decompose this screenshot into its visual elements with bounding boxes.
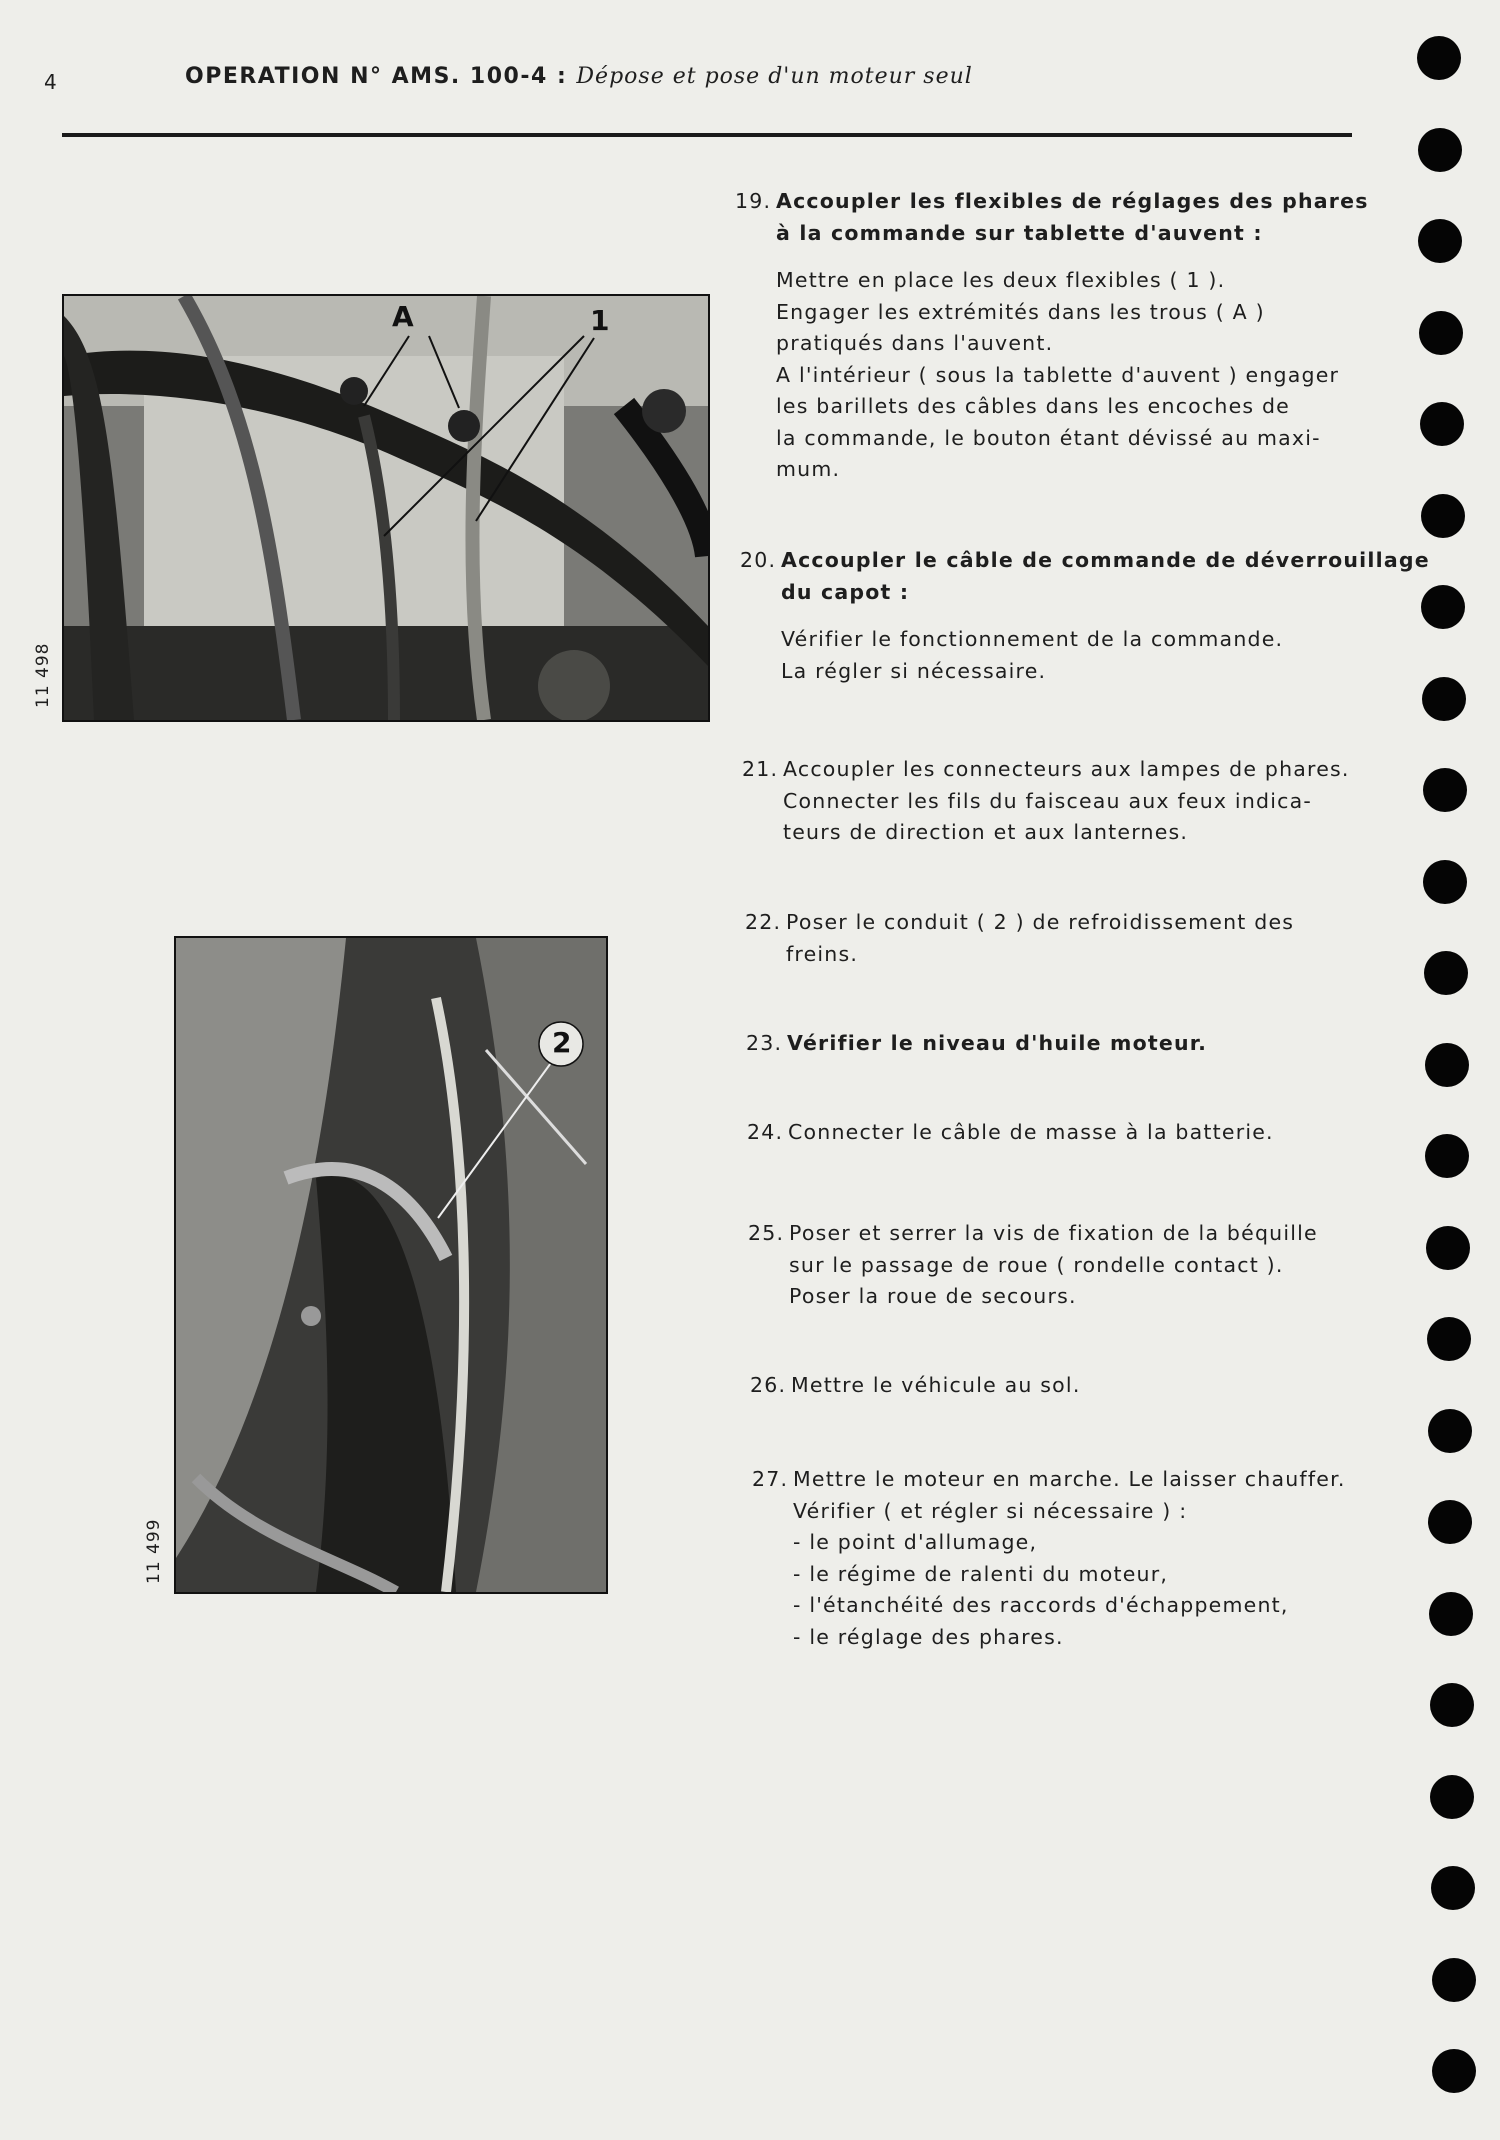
binder-hole — [1418, 128, 1462, 172]
step-text-line: Connecter les fils du faisceau aux feux indica- — [783, 788, 1312, 813]
binder-hole — [1421, 494, 1465, 538]
callout-A: A — [392, 300, 414, 333]
binder-hole — [1423, 768, 1467, 812]
callout-2: 2 — [552, 1026, 572, 1059]
operation-subtitle: Dépose et pose d'un moteur seul — [576, 64, 973, 89]
step-number: 25. — [748, 1221, 785, 1245]
binder-hole — [1425, 1043, 1469, 1087]
binder-hole — [1432, 1958, 1476, 2002]
step-23 — [746, 1028, 1207, 1060]
binder-hole — [1429, 1592, 1473, 1636]
step-number: 22. — [745, 910, 782, 934]
step-26 — [750, 1370, 1081, 1402]
binder-hole — [1424, 951, 1468, 995]
binder-hole — [1425, 1134, 1469, 1178]
step-heading-line: Vérifier le niveau d'huile moteur. — [787, 1031, 1208, 1055]
figure-number: 11 499 — [144, 1518, 164, 1584]
binder-hole — [1419, 311, 1463, 355]
step-22 — [745, 907, 1294, 970]
binder-hole — [1422, 677, 1466, 721]
page-number: 4 — [44, 70, 57, 94]
step-number: 26. — [750, 1373, 787, 1397]
step-text-line: Mettre le moteur en marche. Le laisser chauffer. — [793, 1467, 1346, 1491]
binder-hole — [1426, 1226, 1470, 1270]
step-text-line: freins. — [786, 941, 859, 966]
step-heading-line: du capot : — [781, 579, 910, 604]
step-text-line: les barillets des câbles dans les encoches de — [776, 394, 1290, 418]
step-text-line: - le point d'allumage, — [793, 1530, 1038, 1554]
binder-hole — [1418, 219, 1462, 263]
step-text-line: Mettre en place les deux flexibles ( 1 ). — [776, 268, 1226, 292]
step-text-line: Poser la roue de secours. — [789, 1284, 1077, 1308]
step-heading-line: Accoupler le câble de commande de déverrouillage — [781, 548, 1430, 572]
wheel-arch-photo-brake-duct — [174, 936, 608, 1594]
step-20 — [740, 545, 1430, 687]
step-text-line: la commande, le bouton étant dévissé au maxi- — [776, 425, 1321, 450]
operation-code: OPERATION N° AMS. 100-4 : — [185, 64, 568, 89]
step-number: 20. — [740, 548, 777, 572]
step-text-line: Poser le conduit ( 2 ) de refroidissement des — [786, 910, 1295, 934]
step-text-line: Vérifier le fonctionnement de la commande. — [781, 627, 1284, 651]
step-24 — [747, 1117, 1274, 1149]
binder-hole — [1431, 1866, 1475, 1910]
header-rule — [62, 133, 1352, 137]
step-number: 24. — [747, 1120, 784, 1144]
binder-hole — [1430, 1775, 1474, 1819]
step-text-line: - le réglage des phares. — [793, 1624, 1064, 1649]
step-heading-line: à la commande sur tablette d'auvent : — [776, 220, 1263, 245]
step-text-line: Poser et serrer la vis de fixation de la béquille — [789, 1221, 1318, 1245]
binder-hole — [1417, 36, 1461, 80]
binder-hole — [1428, 1409, 1472, 1453]
binder-holes — [1415, 0, 1475, 2140]
step-number: 23. — [746, 1031, 783, 1055]
engine-bay-photo-headlamp-cables — [62, 294, 710, 722]
step-text-line: Mettre le véhicule au sol. — [791, 1373, 1081, 1397]
step-text-line: Vérifier ( et régler si nécessaire ) : — [793, 1498, 1188, 1523]
binder-hole — [1427, 1317, 1471, 1361]
binder-hole — [1423, 860, 1467, 904]
figure-number: 11 498 — [33, 642, 53, 708]
step-21 — [742, 754, 1350, 849]
step-text-line: - l'étanchéité des raccords d'échappement, — [793, 1593, 1289, 1617]
binder-hole — [1430, 1683, 1474, 1727]
step-25 — [748, 1218, 1318, 1313]
step-text-line: Accoupler les connecteurs aux lampes de phares. — [783, 757, 1350, 781]
binder-hole — [1428, 1500, 1472, 1544]
step-text-line: mum. — [776, 457, 841, 481]
step-number: 27. — [752, 1467, 789, 1491]
header-title — [185, 64, 973, 89]
step-text-line: teurs de direction et aux lanternes. — [783, 820, 1189, 844]
step-text-line: sur le passage de roue ( rondelle contact ). — [789, 1252, 1284, 1277]
step-text-line: La régler si nécessaire. — [781, 658, 1047, 683]
step-text-line: Engager les extrémités dans les trous ( A ) — [776, 299, 1265, 324]
callout-1: 1 — [590, 304, 610, 337]
step-number: 21. — [742, 757, 779, 781]
step-19 — [735, 186, 1369, 486]
step-heading-line: Accoupler les flexibles de réglages des phares — [776, 189, 1369, 213]
step-text-line: - le régime de ralenti du moteur, — [793, 1561, 1169, 1586]
binder-hole — [1432, 2049, 1476, 2093]
binder-hole — [1420, 402, 1464, 446]
binder-hole — [1421, 585, 1465, 629]
step-number: 19. — [735, 189, 772, 213]
step-27 — [752, 1464, 1346, 1653]
step-text-line: A l'intérieur ( sous la tablette d'auvent ) engager — [776, 362, 1340, 387]
step-text-line: Connecter le câble de masse à la batterie. — [788, 1120, 1274, 1144]
step-text-line: pratiqués dans l'auvent. — [776, 331, 1054, 355]
